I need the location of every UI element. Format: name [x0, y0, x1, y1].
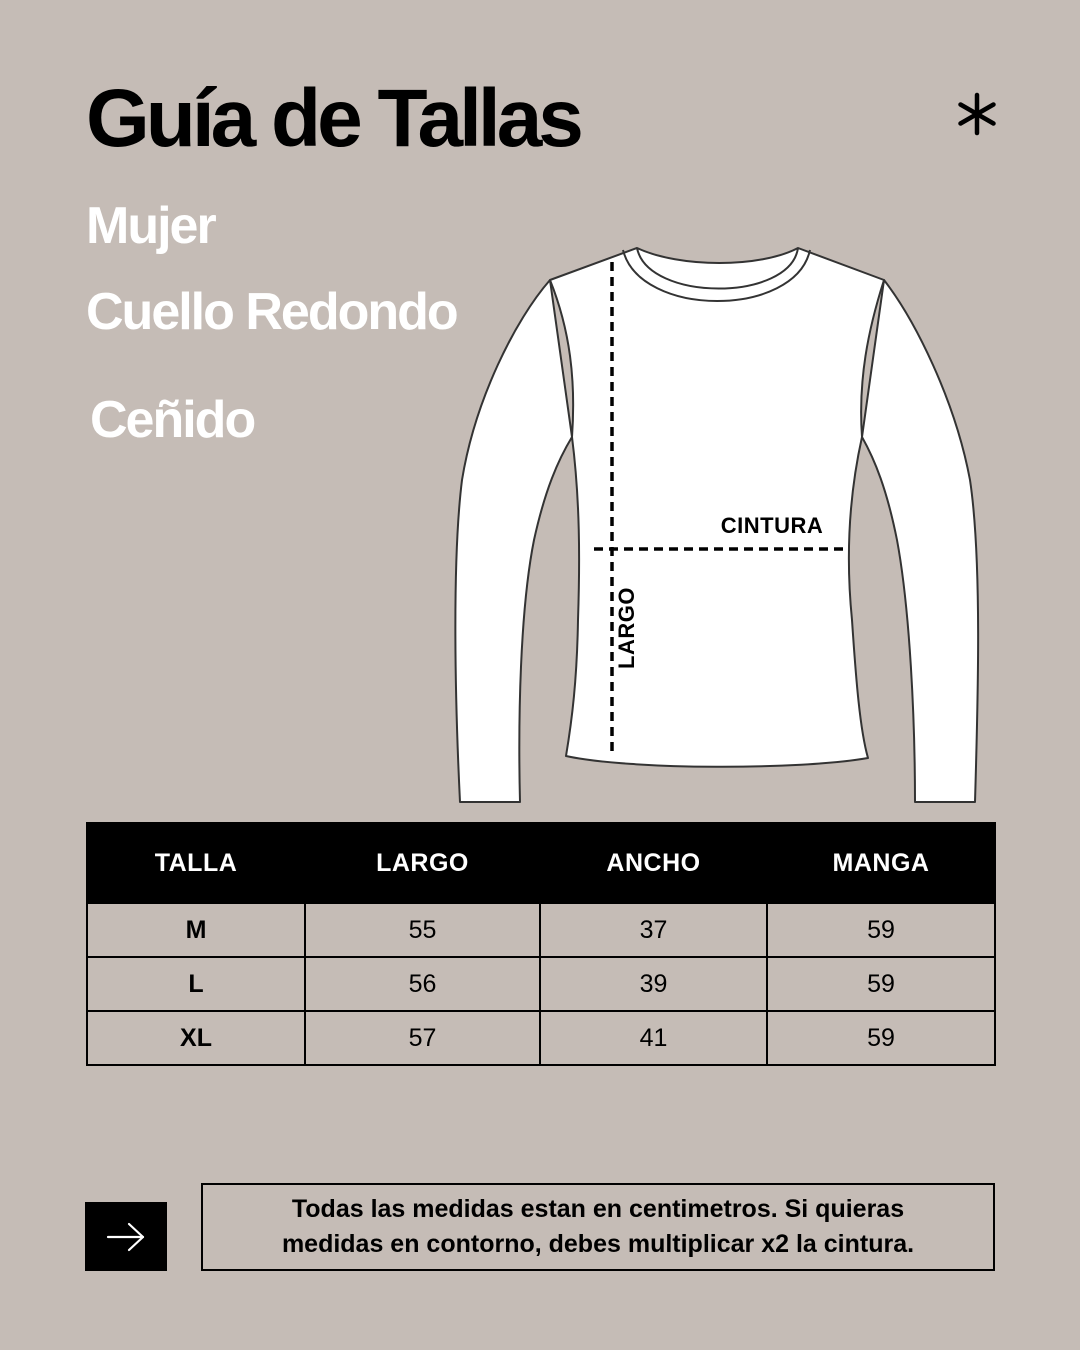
size-cell: M: [87, 903, 305, 957]
asterisk-icon: [955, 92, 999, 136]
size-cell: XL: [87, 1011, 305, 1065]
width-cell: 37: [540, 903, 767, 957]
sleeve-cell: 59: [767, 903, 995, 957]
note-line-2: medidas en contorno, debes multiplicar x2 la cintura.: [281, 1230, 915, 1258]
table-row: [87, 1011, 995, 1065]
table-row: [87, 957, 995, 1011]
size-table: [86, 822, 996, 1066]
garment-diagram: [440, 240, 1000, 810]
width-cell: 41: [540, 1011, 767, 1065]
sleeve-cell: 59: [767, 957, 995, 1011]
header-sleeve: MANGA: [767, 823, 995, 903]
header-width: ANCHO: [540, 823, 767, 903]
header-size: TALLA: [87, 823, 305, 903]
arrow-right-icon: [106, 1222, 146, 1252]
length-cell: 55: [305, 903, 540, 957]
page-title: Guía de Tallas: [86, 73, 580, 164]
table-header-row: [87, 823, 995, 903]
fit-type-label: Ceñido: [90, 391, 255, 449]
long-sleeve-shirt-illustration: [455, 248, 978, 802]
note-line-1: Todas las medidas estan en centimetros. Si quieras: [291, 1195, 905, 1223]
next-button[interactable]: [85, 1202, 167, 1271]
measurement-note: [201, 1183, 995, 1271]
sleeve-cell: 59: [767, 1011, 995, 1065]
length-cell: 56: [305, 957, 540, 1011]
length-label: LARGO: [614, 587, 639, 669]
size-cell: L: [87, 957, 305, 1011]
width-cell: 39: [540, 957, 767, 1011]
header-length: LARGO: [305, 823, 540, 903]
table-row: [87, 903, 995, 957]
gender-label: Mujer: [86, 197, 215, 255]
measurement-note-text: [238, 1192, 958, 1262]
neck-type-label: Cuello Redondo: [86, 283, 457, 341]
waist-label: CINTURA: [720, 513, 824, 538]
length-cell: 57: [305, 1011, 540, 1065]
